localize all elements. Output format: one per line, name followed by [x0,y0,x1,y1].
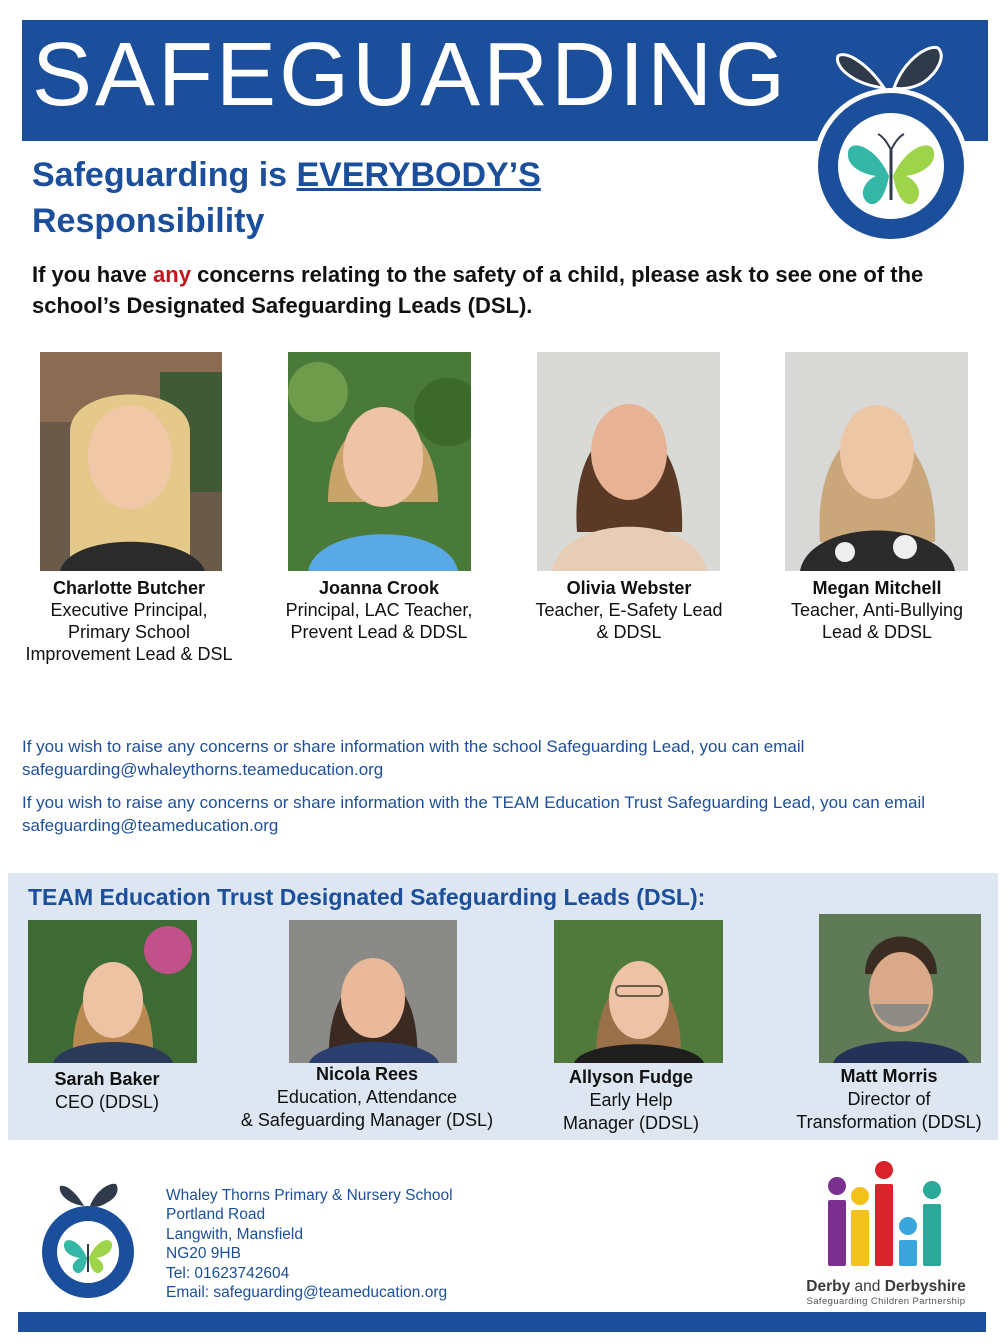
photo-matt-morris [819,914,981,1063]
lead-role-line: Prevent Lead & DDSL [290,622,468,642]
lead-charlotte-butcher [18,577,240,665]
photo-allyson-fudge [554,920,723,1063]
school-apple-logo [806,26,976,248]
ddscp-name [800,1278,972,1296]
lead-role-line: Teacher, Anti-Bullying [790,600,964,620]
lead-name: Nicola Rees [315,1064,419,1084]
lead-name: Matt Morris [840,1066,938,1086]
ddscp-name-part1: Derby [806,1278,851,1295]
address-line: Langwith, Mansfield [166,1225,303,1243]
page-title: SAFEGUARDING [32,25,789,125]
lead-name: Allyson Fudge [568,1067,693,1087]
lead-role-line: Transformation (DDSL) [796,1112,982,1132]
intro-highlight: any [153,262,191,287]
lead-name: Olivia Webster [566,578,692,598]
trust-leads-title: TEAM Education Trust Designated Safeguarding Leads (DSL): [28,884,706,910]
address-line: Whaley Thorns Primary & Nursery School [166,1187,453,1204]
trust-lead-matt-morris [780,1065,998,1134]
lead-role-line: Principal, LAC Teacher, [285,600,473,620]
photo-nicola-rees [289,920,457,1063]
ddscp-subtitle: Safeguarding Children Partnership [806,1296,966,1307]
lead-role-line: CEO (DDSL) [54,1092,159,1112]
lead-role-line: Primary School [67,622,191,642]
lead-name: Charlotte Butcher [52,578,205,598]
ddscp-name-and: and [850,1278,885,1295]
lead-name: Joanna Crook [318,578,440,598]
intro-part1: If you have [32,262,154,287]
photo-megan-mitchell [785,352,968,571]
school-apple-logo-small [40,1172,136,1302]
lead-role-line: Improvement Lead & DSL [25,644,233,664]
trust-lead-sarah-baker [22,1068,192,1114]
photo-olivia-webster [537,352,720,571]
address-line: Portland Road [166,1206,266,1224]
school-address [166,1186,453,1302]
trust-lead-allyson-fudge [536,1066,726,1135]
headline [32,152,752,244]
lead-olivia-webster [518,577,740,643]
lead-role-line: Executive Principal, [50,600,208,620]
lead-role-line: & Safeguarding Manager (DSL) [240,1110,494,1130]
photo-charlotte-butcher [40,352,222,571]
lead-megan-mitchell [766,577,988,643]
intro-text [32,259,952,321]
address-email: Email: safeguarding@teameducation.org [166,1284,448,1302]
lead-role-line: Director of [847,1089,931,1109]
address-phone: Tel: 01623742604 [166,1264,290,1282]
lead-role-line: Lead & DDSL [821,622,933,642]
intro-part2: concerns relating to the safety of a child, please ask to see one of the school’s Designated Safeguarding Leads (DSL). [32,262,924,318]
trust-lead-nicola-rees [222,1063,512,1132]
headline-part2: Responsibility [32,202,265,240]
trust-contact-info: If you wish to raise any concerns or share information with the TEAM Education Trust Safeguarding Lead, you can email safeguarding@teameducation.org [22,793,926,835]
lead-role-line: Early Help [589,1090,673,1110]
lead-role-line: & DDSL [596,622,662,642]
lead-role-line: Teacher, E-Safety Lead [535,600,723,620]
headline-emphasis: EVERYBODY’S [296,156,541,194]
lead-joanna-crook [268,577,490,643]
lead-role-line: Manager (DDSL) [562,1113,700,1133]
lead-name: Megan Mitchell [812,578,942,598]
lead-role-line: Education, Attendance [276,1087,458,1107]
ddscp-name-part2: Derbyshire [884,1278,966,1295]
school-contact-info: If you wish to raise any concerns or share information with the school Safeguarding Lead, you can email safeguarding@whaleythorns.teameducation.org [22,737,805,779]
footer-bar [18,1312,986,1332]
lead-name: Sarah Baker [54,1069,160,1089]
photo-sarah-baker [28,920,197,1063]
address-line: NG20 9HB [166,1245,241,1263]
headline-part1: Safeguarding is [32,156,297,194]
photo-joanna-crook [288,352,471,571]
